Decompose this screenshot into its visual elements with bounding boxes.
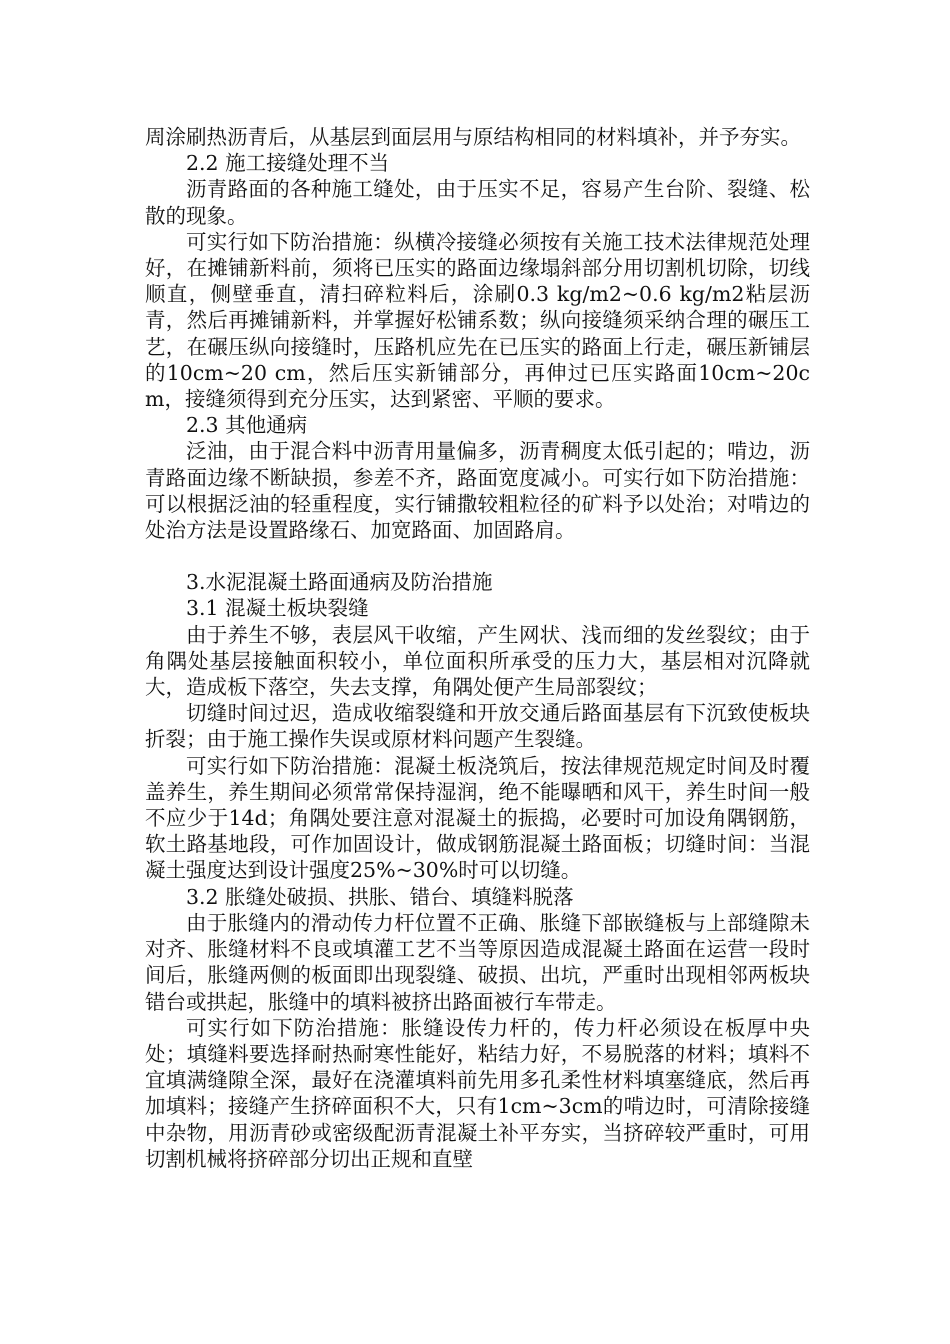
paragraph: 周涂刷热沥青后，从基层到面层用与原结构相同的材料填补，并予夯实。 — [145, 125, 801, 149]
paragraph-gap — [145, 543, 810, 569]
section-heading: 2.2 施工接缝处理不当 — [186, 151, 390, 176]
paragraph: 可实行如下防治措施：胀缝设传力杆的，传力杆必须设在板厚中央处；填缝料要选择耐热耐寒性能好，粘结力好，不易脱落的材料；填料不宜填满缝隙全深，最好在浇灌填料前先用多孔柔性材料填塞缝底，然后再加填料；接缝产生挤碎面积不大，只有1cm~3cm的啃边时，可清除接缝中杂物，用沥青砂或密级配沥青混凝土补平夯实，当挤碎较严重时，可用切割机械将挤碎部分切出正规和直壁 — [145, 1015, 810, 1171]
paragraph: 沥青路面的各种施工缝处，由于压实不足，容易产生台阶、裂缝、松散的现象。 — [145, 177, 810, 228]
document-page — [145, 124, 810, 1172]
paragraph: 由于养生不够，表层风干收缩，产生网状、浅而细的发丝裂纹；由于角隅处基层接触面积较小，单位面积所承受的压力大，基层相对沉降就大，造成板下落空，失去支撑，角隅处便产生局部裂纹； — [145, 622, 810, 700]
section-heading: 3.2 胀缝处破损、拱胀、错台、填缝料脱落 — [186, 884, 574, 909]
paragraph: 由于胀缝内的滑动传力杆位置不正确、胀缝下部嵌缝板与上部缝隙未对齐、胀缝材料不良或填灌工艺不当等原因造成混凝土路面在运营一段时间后，胀缝两侧的板面即出现裂缝、破损、出坑，严重时出现相邻两板块错台或拱起，胀缝中的填料被挤出路面被行车带走。 — [145, 910, 810, 1014]
paragraph: 可实行如下防治措施：混凝土板浇筑后，按法律规范规定时间及时覆盖养生，养生期间必须常常保持湿润，绝不能曝晒和风干，养生时间一般不应少于14d；角隅处要注意对混凝土的振捣，必要时可加设角隅钢筋，软土路基地段，可作加固设计，做成钢筋混凝土路面板；切缝时间：当混凝土强度达到设计强度25%~30%时可以切缝。 — [145, 753, 810, 883]
paragraph: 泛油，由于混合料中沥青用量偏多，沥青稠度太低引起的；啃边，沥青路面边缘不断缺损，参差不齐，路面宽度减小。可实行如下防治措施：可以根据泛油的轻重程度，实行铺撒较粗粒径的矿料予以处治；对啃边的处治方法是设置路缘石、加宽路面、加固路肩。 — [145, 439, 810, 543]
paragraph: 可实行如下防治措施：纵横冷接缝必须按有关施工技术法律规范处理好，在摊铺新料前，须将已压实的路面边缘塌斜部分用切割机切除，切线顺直，侧壁垂直，清扫碎粒料后，涂刷0.3 kg/m2~0.6 kg/m2粘层沥青，然后再摊铺新料，并掌握好松铺系数；纵向接缝须采纳合理的碾压工艺，在碾压纵向接缝时，压路机应先在已压实的路面上行走，碾压新铺层的10cm~20 cm，然后压实新铺部分，再伸过已压实路面10cm~20cm，接缝须得到充分压实，达到紧密、平顺的要求。 — [145, 229, 810, 412]
section-heading: 3.1 混凝土板块裂缝 — [186, 596, 369, 621]
chapter-heading: 3.水泥混凝土路面通病及防治措施 — [186, 570, 493, 595]
section-heading: 2.3 其他通病 — [186, 413, 308, 438]
paragraph: 切缝时间过迟，造成收缩裂缝和开放交通后路面基层有下沉致使板块折裂；由于施工操作失误或原材料问题产生裂缝。 — [145, 701, 810, 752]
